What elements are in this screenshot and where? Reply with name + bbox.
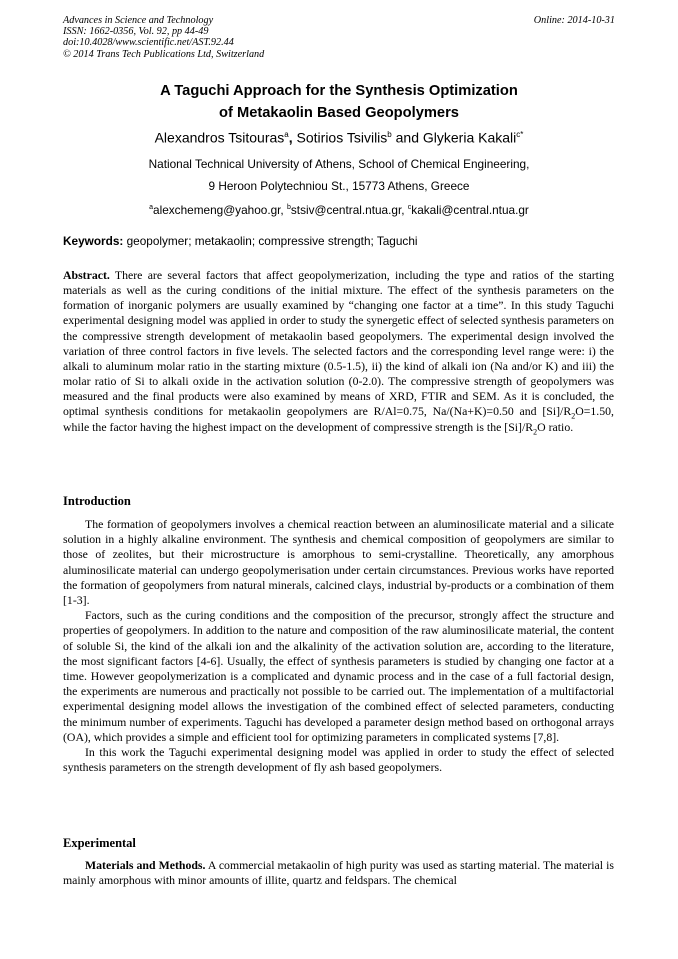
email-link[interactable]: stsiv@central.ntua.gr, [290,202,408,217]
paragraph [63,858,614,888]
section-heading-experimental: Experimental [63,836,136,850]
keywords-label: Keywords: [63,234,124,248]
email-mark: a [149,204,154,211]
abstract [63,268,614,435]
email-link[interactable]: kakali@central.ntua.gr [411,202,529,217]
abstract-text: O=1.50, while the factor having the highest impact on the development of compressive strength is the [Si]/R [63,404,614,434]
author-mark: c* [516,130,524,139]
author-mark: b [387,130,392,139]
paragraph: Factors, such as the curing conditions and the composition of the precursor, strongly affect the structure and properties of geopolymers. In addition to the nature and composition of the raw aluminosilicate material, the content of soluble Si, the kind of the alkali ion and the alkalinity of the activation solution are, according to the literature, the most significant factors [4-6]. Usually, the effect of synthesis parameters is studied by changing one factor at a time. However geopolymerization is a complicated and dynamic process and in the case of a full factorial design, the experiments are numerous and practically not possible to be carried out. The implementation of a multifactorial experimental designing model allows the investigation of the combined effect of selected parameters, conducting the minimum number of experiments. Taguchi has developed a parameter design method based on orthogonal arrays (OA), which provides a simple and efficient tool for optimizing parameters in complicated systems [7,8]. [63,608,614,744]
running-header [63,15,615,60]
affiliation-line-1: National Technical University of Athens, School of Chemical Engineering, [148,157,530,171]
subsection-heading: Materials and Methods. [85,858,206,872]
author-mark: a [284,130,289,139]
copyright-line: © 2014 Trans Tech Publications Ltd, Switzerland [63,48,265,60]
title-line-1: A Taguchi Approach for the Synthesis Optimization [160,83,518,99]
issn-line: ISSN: 1662-0356, Vol. 92, pp 44-49 [63,26,209,38]
subscript: 2 [571,411,576,421]
email-mark: b [287,204,291,211]
author-name: Glykeria Kakali [422,129,517,146]
online-date: Online: 2014-10-31 [533,15,615,26]
paragraph: The formation of geopolymers involves a chemical reaction between an aluminosilicate material and a silicate solution in a highly alkaline environment. The synthesis and chemical composition of geopolymers are similar to those of zeolites, but their microstructure is amorphous to semi-crystalline. Theoretically, any amorphous aluminosilicate material can undergo geopolymerisation under certain circumstances. Previous works have reported the formation of geopolymers from natural minerals, calcined clays, industrial by-products or a combination of them [1-3]. [63,517,614,608]
author-separator: and [391,129,423,146]
abstract-text: O ratio. [537,419,574,434]
journal-name: Advances in Science and Technology [63,15,214,26]
email-mark: c [407,204,412,211]
affiliation-line-2: 9 Heroon Polytechniou St., 15773 Athens, Greece [208,178,470,193]
abstract-text: There are several factors that affect geopolymerization, including the type and ratios of the starting materials as well as the curing conditions of the initial mixture. The effect of the synthesis parameters on the formation of inorganic polymers are usually examined by “changing one factor at a time”. In this study Taguchi experimental designing model was applied in order to study the synergetic effect of selected synthesis parameters on the compressive strength development of metakaolin based geopolymers. The experimental design involved the variation of three control factors in five levels. The selected factors and the corresponding level range were: i) the alkali to aluminum molar ratio in the starting mixture (0.5-1.5), ii) the kind of alkali ion (Na and/or K) and iii) the molar ratio of Si to alkali oxide in the activation solution (0-2.0). The compressive strength of geopolymers was measured and the final products were also examined by means of XRD, FTIR and SEM. As it is concluded, the optimal synthesis conditions for metakaolin geopolymers are R/Al=0.75, Na/(Na+K)=0.50 and [Si]/R [63,268,614,419]
email-line [30,197,648,221]
title-line-2: of Metakaolin Based Geopolymers [219,105,459,121]
doi-line: doi:10.4028/www.scientific.net/AST.92.44 [63,37,234,49]
keywords-text: geopolymer; metakaolin; compressive strength; Taguchi [123,234,418,248]
author-separator: , [288,129,297,146]
abstract-label: Abstract. [63,268,110,282]
author-name: Alexandros Tsitouras [154,129,285,146]
introduction-body [63,517,614,775]
section-heading-introduction: Introduction [63,494,131,508]
keywords [63,234,615,248]
experimental-body [63,858,614,888]
author-list [30,125,648,148]
paragraph-text: A commercial metakaolin of high purity was used as starting material. The material is mainly amorphous with minor amounts of illite, quartz and feldspars. The chemical [63,858,614,888]
subscript: 2 [533,426,538,436]
email-link[interactable]: alexchemeng@yahoo.gr, [153,202,287,217]
paper-title [40,80,638,124]
affiliation [30,154,648,221]
paragraph: In this work the Taguchi experimental designing model was applied in order to study the effect of selected synthesis parameters on the strength development of fly ash based geopolymers. [63,745,614,775]
author-name: Sotirios Tsivilis [296,129,388,146]
